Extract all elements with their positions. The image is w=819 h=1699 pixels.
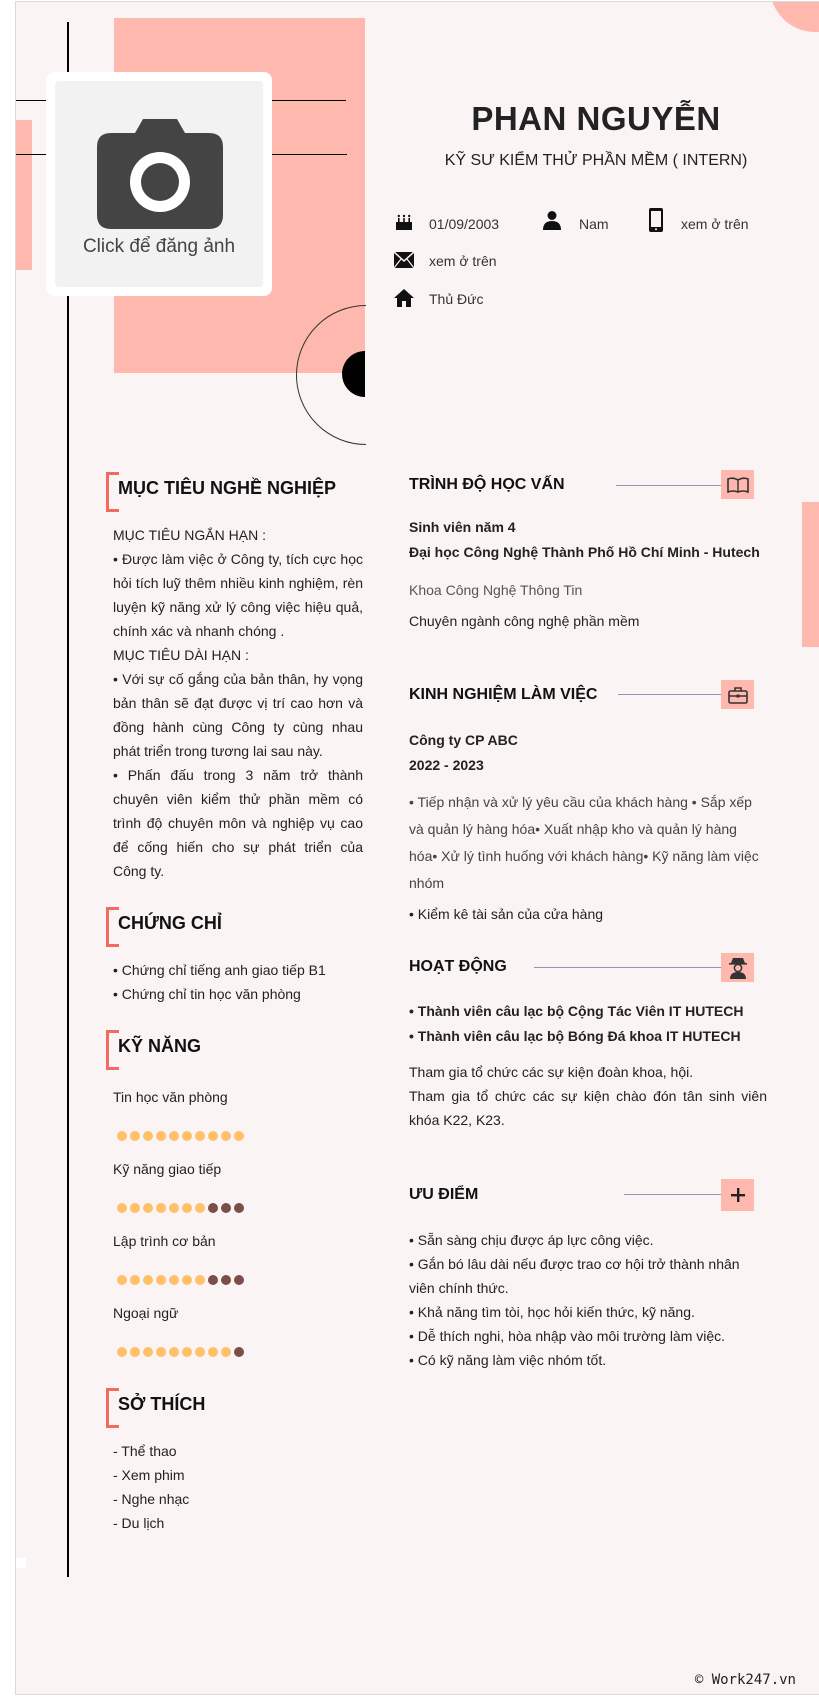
rating-dot-filled <box>195 1275 205 1285</box>
corner-pink-circle <box>770 1 819 32</box>
objective-heading-text: MỤC TIÊU NGHỀ NGHIỆP <box>118 478 337 498</box>
birthday-value: 01/09/2003 <box>429 216 500 232</box>
skill-rating <box>117 1347 244 1357</box>
certificates-heading-text: CHỨNG CHỈ <box>118 913 222 933</box>
experience-company: Công ty CP ABC <box>409 732 518 748</box>
education-icon-box <box>721 470 754 499</box>
rating-dot-filled <box>169 1275 179 1285</box>
activity-desc-line: Tham gia tổ chức các sự kiện đoàn khoa, hội. <box>409 1064 694 1080</box>
skill-name: Ngoại ngữ <box>113 1305 179 1321</box>
rating-dot-filled <box>130 1347 140 1357</box>
rating-dot-filled <box>234 1131 244 1141</box>
skill-name: Kỹ năng giao tiếp <box>113 1161 222 1177</box>
rating-dot-filled <box>169 1131 179 1141</box>
education-school: Đại học Công Nghệ Thành Phố Hồ Chí Minh - Hutech <box>409 544 760 560</box>
objective-heading <box>106 478 336 499</box>
gender-value: Nam <box>579 216 609 232</box>
footer-watermark: © Work247.vn <box>694 1672 796 1688</box>
education-major: Chuyên ngành công nghệ phần mềm <box>409 613 640 629</box>
rating-dot-filled <box>117 1203 127 1213</box>
strength-item: • Sẵn sàng chịu được áp lực công việc. <box>409 1232 654 1248</box>
email-value: xem ở trên <box>429 253 497 269</box>
rating-dot-filled <box>182 1275 192 1285</box>
strengths-icon-box <box>721 1179 754 1211</box>
photo-frame <box>55 81 263 287</box>
objective-bracket <box>106 472 119 512</box>
person-icon <box>542 210 562 230</box>
rating-dot-filled <box>208 1347 218 1357</box>
address-value: Thủ Đức <box>429 291 484 307</box>
hobbies-bracket <box>106 1388 119 1428</box>
open-book-icon <box>727 477 749 493</box>
experience-extra: • Kiểm kê tài sản của cửa hàng <box>409 906 604 922</box>
rating-dot-filled <box>130 1203 140 1213</box>
objective-short-text: • Được làm việc ở Công ty, tích cực học hỏi tích luỹ thêm nhiều kinh nghiệm, rèn luyện kỹ năng xử lý công việc hiệu quả, chính xác và nhanh chóng . <box>113 551 363 639</box>
activities-rule <box>534 967 736 968</box>
experience-icon-box <box>721 680 754 709</box>
certificate-item: • Chứng chỉ tiếng anh giao tiếp B1 <box>113 962 326 978</box>
experience-duties: • Tiếp nhận và xử lý yêu cầu của khách hàng • Sắp xếp và quản lý hàng hóa• Xuất nhập kho và quản lý hàng hóa• Xử lý tình huống với khách hàng• Kỹ năng làm việc nhóm <box>409 794 759 891</box>
activity-desc-line: Tham gia tổ chức các sự kiện chào đón tân sinh viên khóa K22, K23. <box>409 1088 767 1128</box>
rating-dot-filled <box>117 1131 127 1141</box>
rating-dot-filled <box>195 1347 205 1357</box>
strength-item: • Dễ thích nghi, hòa nhập vào môi trường làm việc. <box>409 1328 726 1344</box>
email-icon <box>394 252 414 268</box>
plus-icon <box>731 1188 745 1202</box>
skill-rating <box>117 1275 244 1285</box>
hobby-item: - Thể thao <box>113 1443 177 1459</box>
skills-bracket <box>106 1030 119 1070</box>
activities-icon-box <box>721 953 754 982</box>
home-icon <box>394 288 414 308</box>
strength-item: • Có kỹ năng làm việc nhóm tốt. <box>409 1352 607 1368</box>
strength-item: • Gắn bó lâu dài nếu được trao cơ hội trở thành nhân viên chính thức. <box>409 1256 740 1296</box>
hobby-item: - Xem phim <box>113 1467 185 1483</box>
rating-dot-filled <box>182 1131 192 1141</box>
objective-long-text-2: • Phấn đấu trong 3 năm trở thành chuyên viên kiểm thử phần mềm có trình độ chuyên môn và nghiệp vụ cao để cống hiến cho sự phát triển của Công ty. <box>113 767 363 879</box>
experience-rule <box>618 694 736 695</box>
activities-description <box>409 1060 767 1132</box>
activity-item: • Thành viên câu lạc bộ Cộng Tác Viên IT HUTECH <box>409 1003 744 1019</box>
objective-long-text-1: • Với sự cố gắng của bản thân, hy vọng bản thân sẽ đạt được vị trí cao hơn và đồng hành cùng Công ty cùng nhau phát triển trong tương lai sau này. <box>113 671 363 759</box>
rating-dot-filled <box>130 1131 140 1141</box>
certificates-bracket <box>106 907 119 947</box>
photo-label: Click để đăng ảnh <box>82 236 236 257</box>
education-faculty: Khoa Công Nghệ Thông Tin <box>409 582 583 598</box>
objective-long-label: MỤC TIÊU DÀI HẠN : <box>113 647 249 663</box>
rating-dot-empty <box>234 1347 244 1357</box>
rating-dot-empty <box>221 1203 231 1213</box>
objective-body <box>113 523 363 883</box>
rating-dot-empty <box>208 1203 218 1213</box>
skills-heading <box>106 1036 201 1057</box>
rating-dot-filled <box>143 1131 153 1141</box>
rating-dot-filled <box>208 1131 218 1141</box>
camera-icon <box>97 119 223 229</box>
small-white-square <box>16 1558 26 1568</box>
rating-dot-filled <box>117 1347 127 1357</box>
rating-dot-filled <box>169 1203 179 1213</box>
skill-rating <box>117 1131 244 1141</box>
hobby-item: - Du lịch <box>113 1515 165 1531</box>
skills-heading-text: KỸ NĂNG <box>118 1036 202 1056</box>
rating-dot-filled <box>182 1347 192 1357</box>
strength-item: • Khả năng tìm tòi, học hỏi kiến thức, kỹ năng. <box>409 1304 695 1320</box>
toolbox-icon <box>728 686 748 704</box>
rating-dot-filled <box>143 1347 153 1357</box>
hobby-item: - Nghe nhạc <box>113 1491 190 1507</box>
phone-value: xem ở trên <box>681 216 749 232</box>
certificates-heading <box>106 913 222 934</box>
rating-dot-filled <box>195 1131 205 1141</box>
activity-item: • Thành viên câu lạc bộ Bóng Đá khoa IT HUTECH <box>409 1028 741 1044</box>
education-level: Sinh viên năm 4 <box>409 519 516 535</box>
rating-dot-empty <box>234 1275 244 1285</box>
left-edge-pink-bar <box>16 120 32 270</box>
rating-dot-empty <box>234 1203 244 1213</box>
rating-dot-filled <box>130 1275 140 1285</box>
rating-dot-filled <box>221 1347 231 1357</box>
rating-dot-filled <box>221 1131 231 1141</box>
rating-dot-empty <box>208 1275 218 1285</box>
decor-circle-outline <box>296 305 436 445</box>
strengths-heading: ƯU ĐIỂM <box>409 1186 479 1203</box>
rating-dot-filled <box>182 1203 192 1213</box>
education-rule <box>616 485 736 486</box>
job-title: KỸ SƯ KIỂM THỬ PHẦN MỀM ( INTERN) <box>444 152 748 169</box>
rating-dot-filled <box>195 1203 205 1213</box>
candidate-name: PHAN NGUYỄN <box>471 100 721 137</box>
strengths-list <box>409 1228 767 1372</box>
strengths-rule <box>624 1194 736 1195</box>
rating-dot-filled <box>156 1347 166 1357</box>
phone-icon <box>646 208 666 232</box>
cv-page <box>15 1 819 1695</box>
rating-dot-empty <box>221 1275 231 1285</box>
hobbies-list <box>113 1439 363 1535</box>
right-edge-pink-bar <box>802 502 819 647</box>
certificates-list <box>113 958 363 1006</box>
activities-heading: HOẠT ĐỘNG <box>409 958 507 975</box>
objective-short-label: MỤC TIÊU NGẮN HẠN : <box>113 527 266 543</box>
hobbies-heading-text: SỞ THÍCH <box>118 1394 206 1414</box>
rating-dot-filled <box>143 1275 153 1285</box>
rating-dot-filled <box>117 1275 127 1285</box>
rating-dot-filled <box>156 1203 166 1213</box>
certificate-item: • Chứng chỉ tin học văn phòng <box>113 986 301 1002</box>
hobbies-heading <box>106 1394 205 1415</box>
rating-dot-filled <box>156 1275 166 1285</box>
education-heading: TRÌNH ĐỘ HỌC VẤN <box>409 476 565 493</box>
experience-heading: KINH NGHIỆM LÀM VIỆC <box>409 686 598 703</box>
rating-dot-filled <box>169 1347 179 1357</box>
skill-rating <box>117 1203 244 1213</box>
rating-dot-filled <box>156 1131 166 1141</box>
experience-period: 2022 - 2023 <box>409 757 484 773</box>
skill-name: Tin học văn phòng <box>113 1089 228 1105</box>
skill-name: Lập trình cơ bản <box>113 1233 216 1249</box>
detective-icon <box>728 957 748 979</box>
rating-dot-filled <box>143 1203 153 1213</box>
photo-upload[interactable] <box>46 72 272 296</box>
birthday-cake-icon <box>394 212 414 232</box>
